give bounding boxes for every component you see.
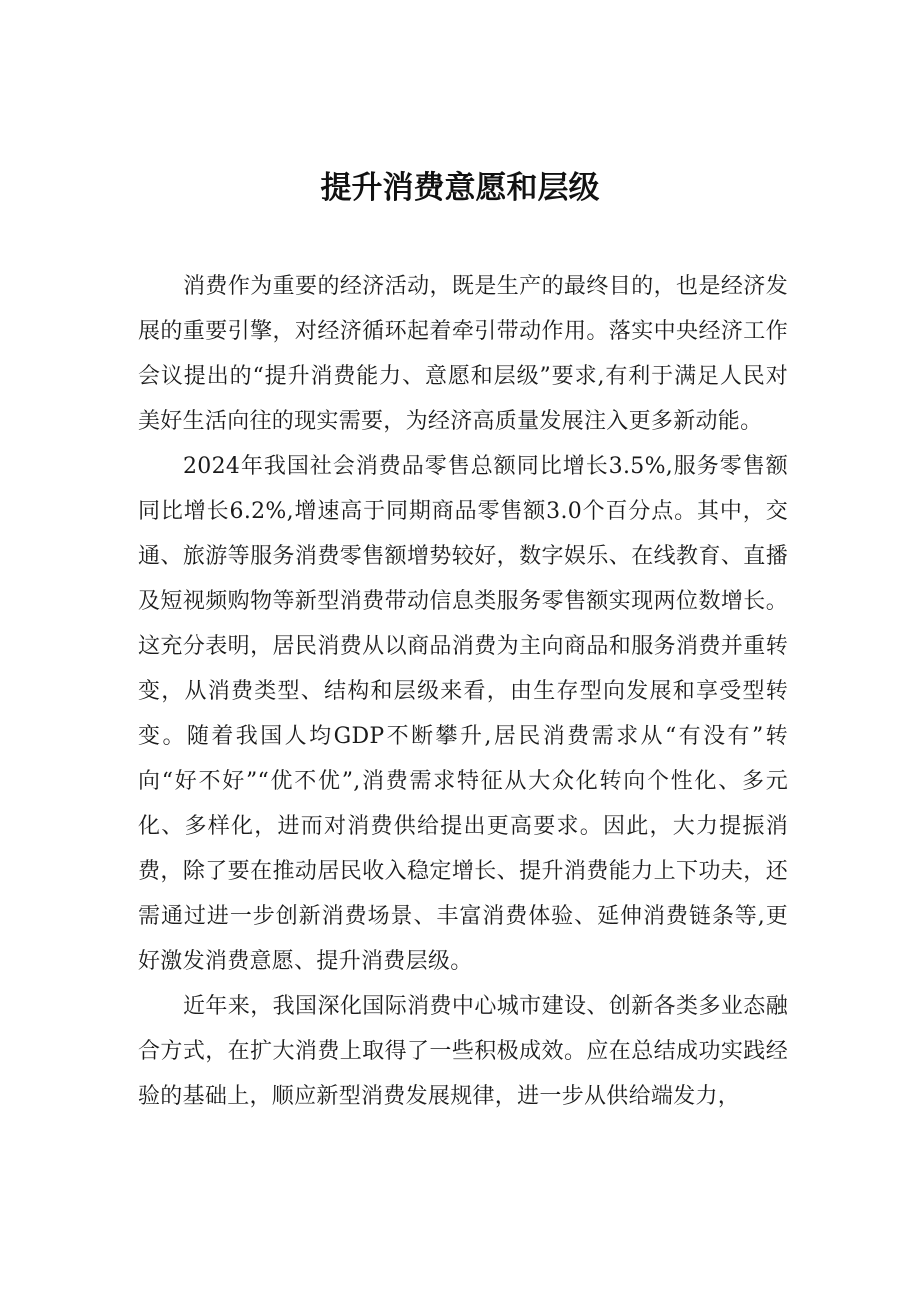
paragraph-3: 近年来，我国深化国际消费中心城市建设、创新各类多业态融合方式，在扩大消费上取得了一些积极成效。应在总结成功实践经验的基础上，顺应新型消费发展规律，进一步从供给端发力， (138, 994, 788, 1109)
document-title: 提升消费意愿和层级 (320, 170, 600, 206)
document-body (138, 264, 788, 1119)
paragraph-2: 2024年我国社会消费品零售总额同比增长3.5%,服务零售额同比增长6.2%,增速高于同期商品零售额3.0个百分点。其中，交通、旅游等服务消费零售额增势较好，数字娱乐、在线教育、直播及短视频购物等新型消费带动信息类服务零售额实现两位数增长。这充分表明，居民消费从以商品消费为主向商品和服务消费并重转变，从消费类型、结构和层级来看，由生存型向发展和享受型转变。随着我国人均GDP不断攀升,居民消费需求从“有没有”转向“好不好”“优不优”,消费需求特征从大众化转向个性化、多元化、多样化，进而对消费供给提出更高要求。因此，大力提振消费，除了要在推动居民收入稳定增长、提升消费能力上下功夫，还需通过进一步创新消费场景、丰富消费体验、延伸消费链条等,更好激发消费意愿、提升消费层级。 (138, 454, 788, 974)
paragraph-1: 消费作为重要的经济活动，既是生产的最终目的，也是经济发展的重要引擎，对经济循环起着牵引带动作用。落实中央经济工作会议提出的“提升消费能力、意愿和层级”要求,有利于满足人民对美好生活向往的现实需要，为经济高质量发展注入更多新动能。 (138, 274, 788, 434)
